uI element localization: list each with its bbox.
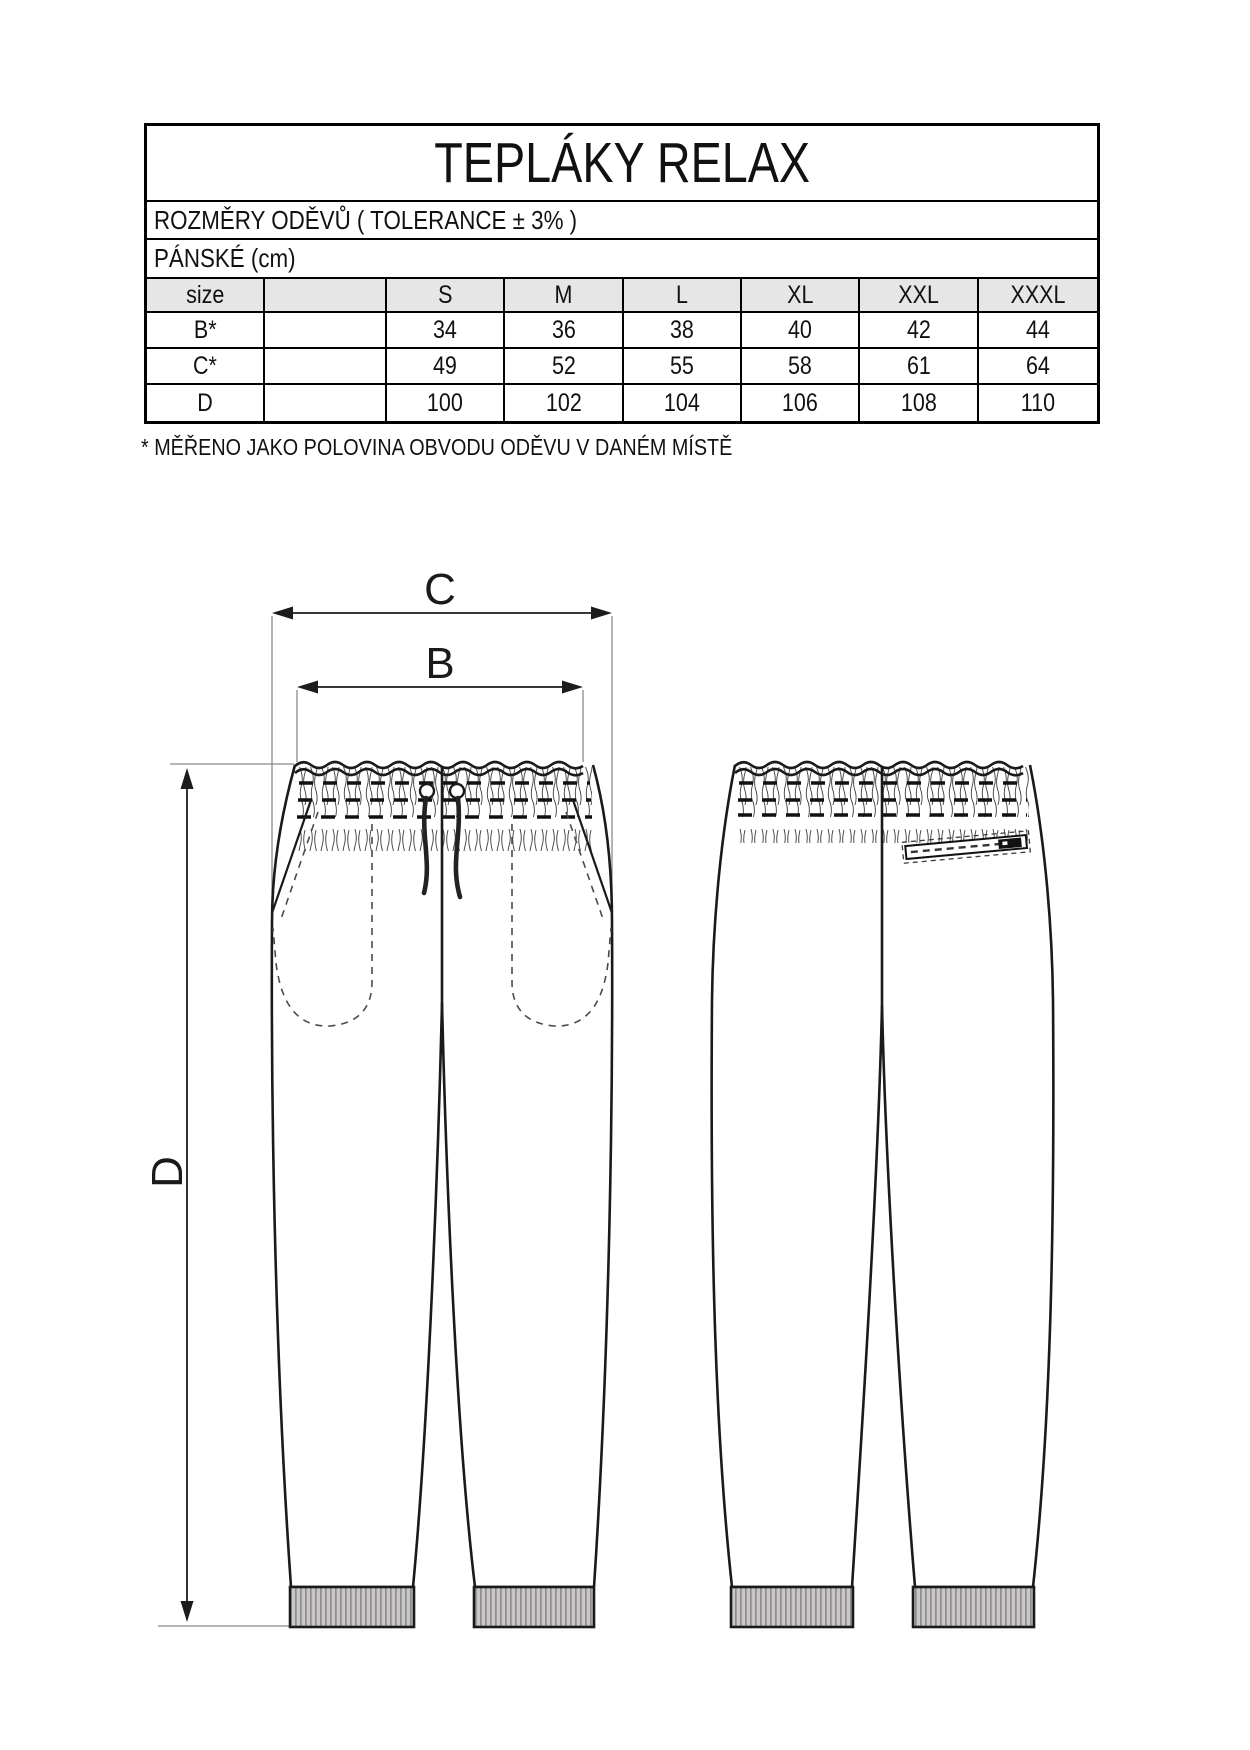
cell-label: C*	[193, 351, 217, 380]
cell-label: M	[554, 280, 573, 309]
cell-label: B*	[193, 315, 217, 344]
drawstring-eyelet-right	[450, 784, 464, 798]
cell-label: D	[197, 388, 213, 417]
cell-value: 102	[545, 388, 582, 417]
cell-value: 34	[433, 315, 458, 344]
cell-value: 40	[788, 315, 813, 344]
cell-label: XL	[787, 280, 814, 309]
cell-value: 100	[427, 388, 464, 417]
dimension-label-d: D	[143, 1156, 192, 1188]
front-outline	[272, 765, 612, 1587]
cell-value: 61	[906, 351, 931, 380]
front-left-cuff	[290, 1587, 414, 1627]
cell-value: 110	[1020, 388, 1055, 417]
size-info-label: ROZMĚRY ODĚVŮ ( TOLERANCE ± 3% )	[154, 204, 578, 235]
arrowheads	[181, 607, 613, 1623]
cell-value: 106	[782, 388, 819, 417]
cell-value: 55	[669, 351, 694, 380]
cell-value: 108	[900, 388, 937, 417]
dimension-lines	[143, 565, 612, 1626]
cell-label: L	[675, 280, 688, 309]
cell-value: 36	[551, 315, 576, 344]
cell-label: XXXL	[1010, 280, 1066, 309]
cell-value: 64	[1025, 351, 1050, 380]
cell-value: 58	[788, 351, 813, 380]
cell-label: size	[185, 280, 225, 309]
cell-value: 104	[663, 388, 700, 417]
cell-value: 44	[1025, 315, 1050, 344]
dimension-label-c: C	[424, 565, 456, 614]
drawstring-eyelet-left	[420, 784, 434, 798]
cell-value: 49	[433, 351, 458, 380]
dimension-label-b: B	[425, 639, 455, 688]
cell-value: 52	[551, 351, 576, 380]
pants-back-view	[712, 762, 1054, 1627]
category-label: PÁNSKÉ (cm)	[154, 243, 296, 273]
back-right-cuff	[913, 1587, 1034, 1627]
footnote-text: * MĚŘENO JAKO POLOVINA OBVODU ODĚVU V DANÉM MÍSTĚ	[141, 434, 733, 460]
back-outline	[712, 765, 1054, 1587]
product-title: TEPLÁKY RELAX	[434, 131, 810, 195]
front-waistband-gathers	[296, 767, 592, 851]
cell-label: S	[437, 280, 453, 309]
front-right-cuff	[474, 1587, 594, 1627]
back-left-cuff	[731, 1587, 853, 1627]
cell-value: 38	[669, 315, 694, 344]
cell-label: XXL	[898, 280, 939, 309]
pants-front-view	[272, 762, 612, 1627]
cell-value: 42	[906, 315, 931, 344]
